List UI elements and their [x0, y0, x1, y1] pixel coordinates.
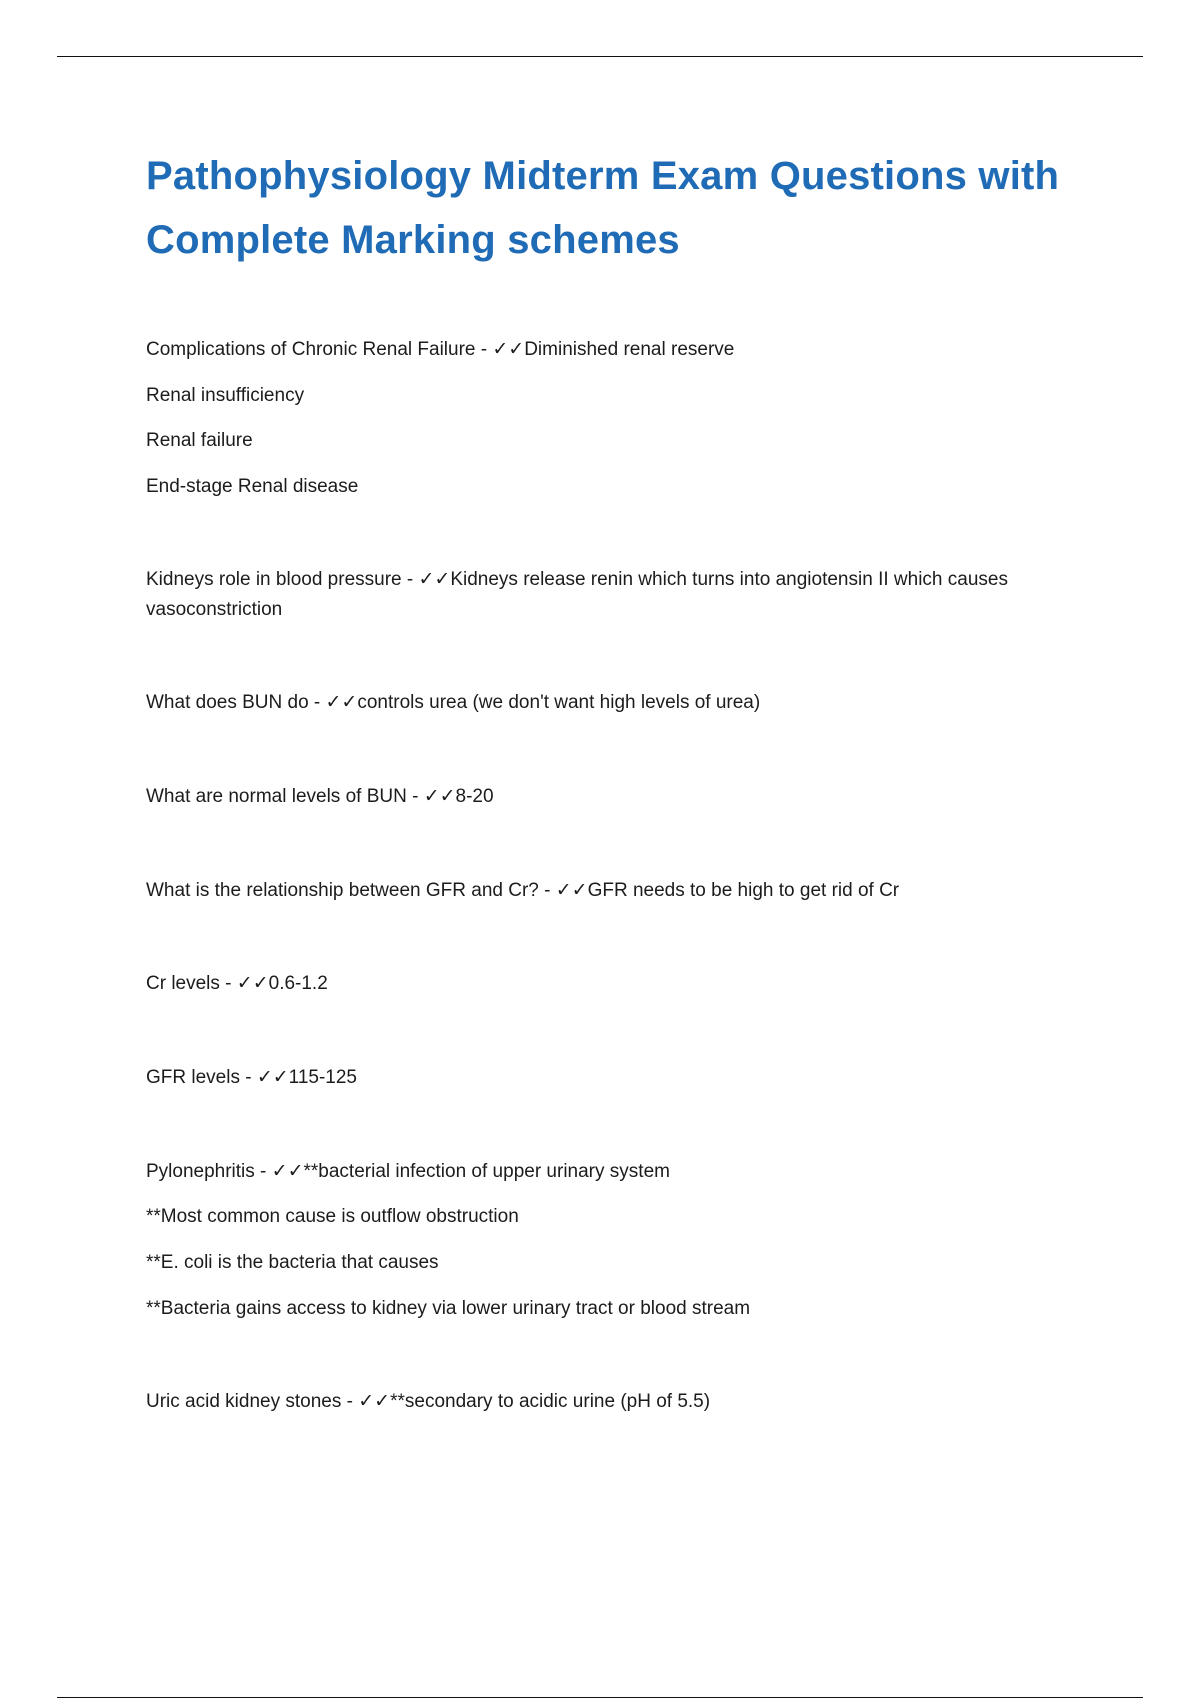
text-line-gfr-levels: GFR levels - ✓✓115-125 [146, 1067, 358, 1088]
text-line-cr-levels: Cr levels - ✓✓0.6-1.2 [146, 973, 328, 994]
text-line-pylonephritis: Pylonephritis - ✓✓**bacterial infection of upper urinary system [146, 1161, 670, 1182]
document-title: Pathophysiology Midterm Exam Questions with Complete Marking schemes [146, 154, 1060, 262]
text-line-kidneys-bp: Kidneys role in blood pressure - ✓✓Kidneys release renin which turns into angiotensin II which causes vasoconstriction [146, 569, 1008, 620]
text-line-end-stage: End-stage Renal disease [146, 476, 359, 497]
footer-rule [57, 1697, 1143, 1698]
text-line-ecoli: **E. coli is the bacteria that causes [146, 1252, 439, 1273]
text-line-complications: Complications of Chronic Renal Failure - ✓✓Diminished renal reserve [146, 339, 735, 360]
text-line-renal-failure: Renal failure [146, 430, 253, 451]
text-line-renal-insufficiency: Renal insufficiency [146, 385, 305, 406]
text-line-outflow: **Most common cause is outflow obstruction [146, 1206, 519, 1227]
text-line-bun-function: What does BUN do - ✓✓controls urea (we don't want high levels of urea) [146, 692, 761, 713]
text-line-gfr-cr: What is the relationship between GFR and Cr? - ✓✓GFR needs to be high to get rid of Cr [146, 880, 900, 901]
text-line-uric-acid: Uric acid kidney stones - ✓✓**secondary to acidic urine (pH of 5.5) [146, 1391, 711, 1412]
header-rule [57, 56, 1143, 57]
text-line-bacteria-access: **Bacteria gains access to kidney via lower urinary tract or blood stream [146, 1298, 751, 1319]
text-line-bun-levels: What are normal levels of BUN - ✓✓8-20 [146, 786, 494, 807]
